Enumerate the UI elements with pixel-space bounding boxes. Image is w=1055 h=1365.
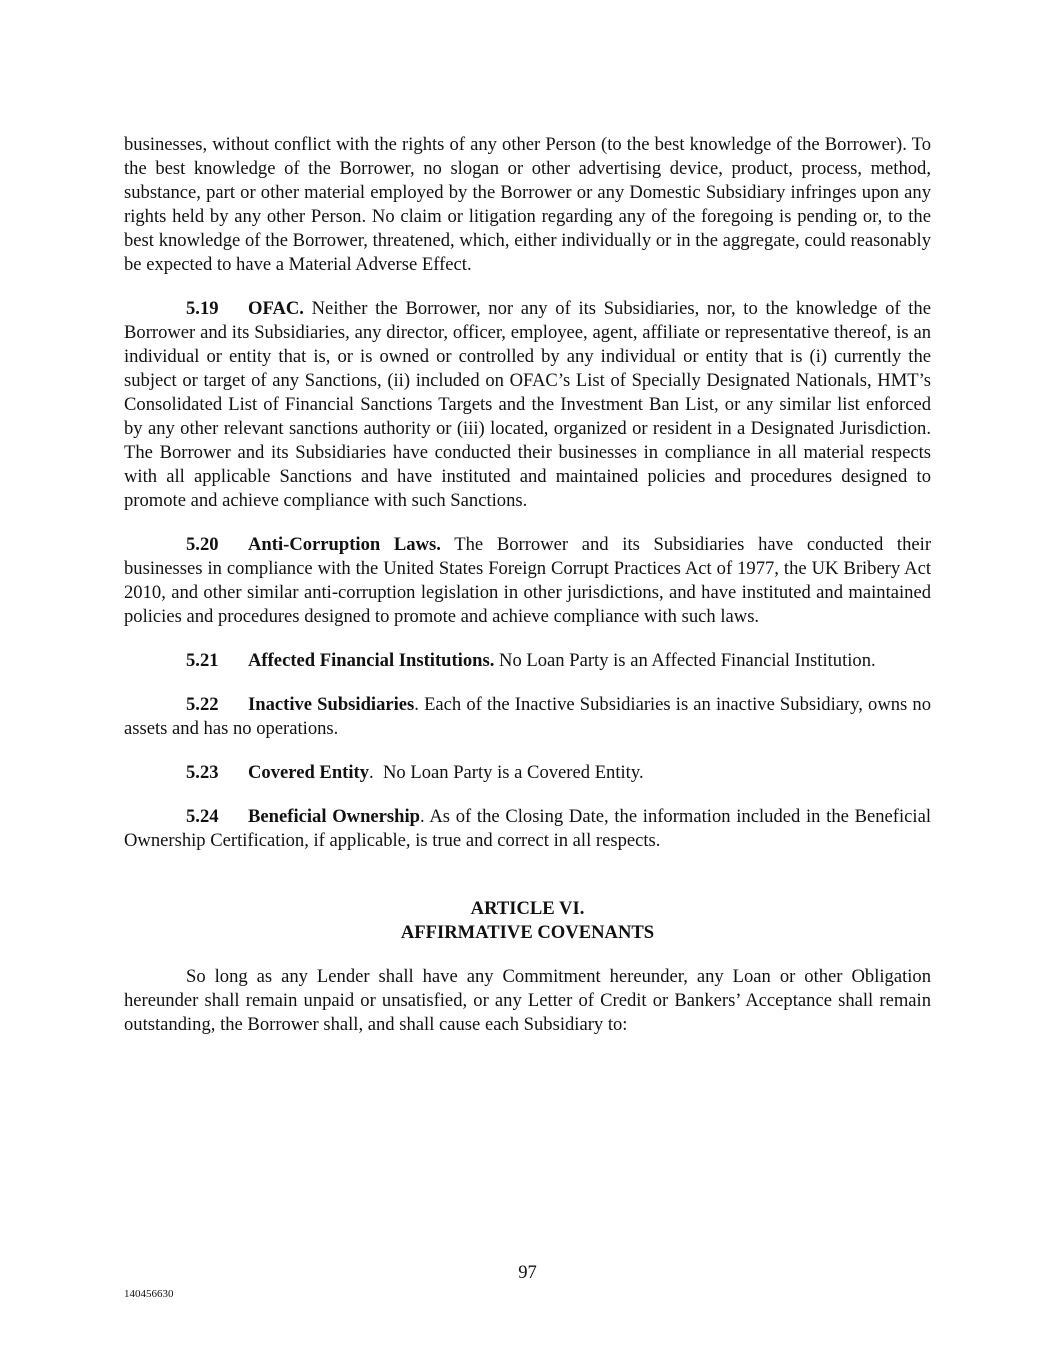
section-body: Neither the Borrower, nor any of its Subsidiaries, nor, to the knowledge of the Borrower and its Subsidiaries, any director, officer, employee, agent, affiliate or representative thereof, is an individual or entity that is, or is owned or controlled by any individual or entity that is (i) currently the subject or target of any Sanctions, (ii) included on OFAC’s List of Specially Designated Nationals, HMT’s Consolidated List of Financial Sanctions Targets and the Investment Ban List, or any similar list enforced by any other relevant sanctions authority or (iii) located, organized or resident in a Designated Jurisdiction. The Borrower and its Subsidiaries have conducted their businesses in compliance in all material respects with all applicable Sanctions and have instituted and maintained policies and procedures designed to promote and achieve compliance with such Sanctions. bbox=[124, 298, 931, 511]
article-number: ARTICLE VI. bbox=[470, 898, 585, 919]
document-id: 140456630 bbox=[124, 1288, 174, 1300]
section-number: 5.20 bbox=[186, 534, 219, 555]
section-heading-suffix: . bbox=[369, 762, 374, 783]
article-title: AFFIRMATIVE COVENANTS bbox=[400, 922, 655, 943]
section-heading: Covered Entity bbox=[248, 762, 370, 783]
section-5-20 bbox=[124, 533, 931, 629]
section-number: 5.24 bbox=[186, 806, 219, 827]
section-5-19 bbox=[124, 297, 931, 513]
section-5-21 bbox=[124, 649, 931, 673]
section-body: No Loan Party is an Affected Financial Institution. bbox=[494, 650, 876, 671]
section-body: The Borrower and its Subsidiaries have conducted their businesses in compliance with the United States Foreign Corrupt Practices Act of 1977, the UK Bribery Act 2010, and other similar anti-corruption legislation in other jurisdictions, and have instituted and maintained policies and procedures designed to promote and achieve compliance with such laws. bbox=[124, 534, 932, 627]
section-5-23 bbox=[124, 761, 931, 785]
section-heading: Beneficial Ownership bbox=[248, 806, 421, 827]
document-page bbox=[124, 133, 931, 1037]
section-body: No Loan Party is a Covered Entity. bbox=[373, 762, 644, 783]
section-5-24 bbox=[124, 805, 931, 853]
section-heading: OFAC. bbox=[248, 298, 304, 319]
section-heading: Inactive Subsidiaries bbox=[248, 694, 415, 715]
section-heading: Affected Financial Institutions. bbox=[248, 650, 495, 671]
section-number: 5.22 bbox=[186, 694, 219, 715]
page-number: 97 bbox=[518, 1262, 537, 1283]
article-intro-paragraph: So long as any Lender shall have any Commitment hereunder, any Loan or other Obligation hereunder shall remain unpaid or unsatisfied, or any Letter of Credit or Bankers’ Acceptance shall remain outstanding, the Borrower shall, and shall cause each Subsidiary to: bbox=[124, 966, 931, 1035]
section-heading: Anti-Corruption Laws. bbox=[248, 534, 441, 555]
section-5-22 bbox=[124, 693, 931, 741]
section-number: 5.21 bbox=[186, 650, 219, 671]
section-number: 5.19 bbox=[186, 298, 219, 319]
continuation-paragraph: businesses, without conflict with the rights of any other Person (to the best knowledge of the Borrower). To the best knowledge of the Borrower, no slogan or other advertising device, product, process, method, substance, part or other material employed by the Borrower or any Domestic Subsidiary infringes upon any rights held by any other Person. No claim or litigation regarding any of the foregoing is pending or, to the best knowledge of the Borrower, threatened, which, either individually or in the aggregate, could reasonably be expected to have a Material Adverse Effect. bbox=[124, 134, 931, 275]
section-body: Each of the Inactive Subsidiaries is an inactive Subsidiary, owns no assets and has no operations. bbox=[124, 694, 932, 739]
section-body: As of the Closing Date, the information included in the Beneficial Ownership Certification, if applicable, is true and correct in all respects. bbox=[124, 806, 931, 851]
section-number: 5.23 bbox=[186, 762, 219, 783]
section-heading-suffix: . bbox=[414, 694, 419, 715]
section-heading-suffix: . bbox=[420, 806, 425, 827]
